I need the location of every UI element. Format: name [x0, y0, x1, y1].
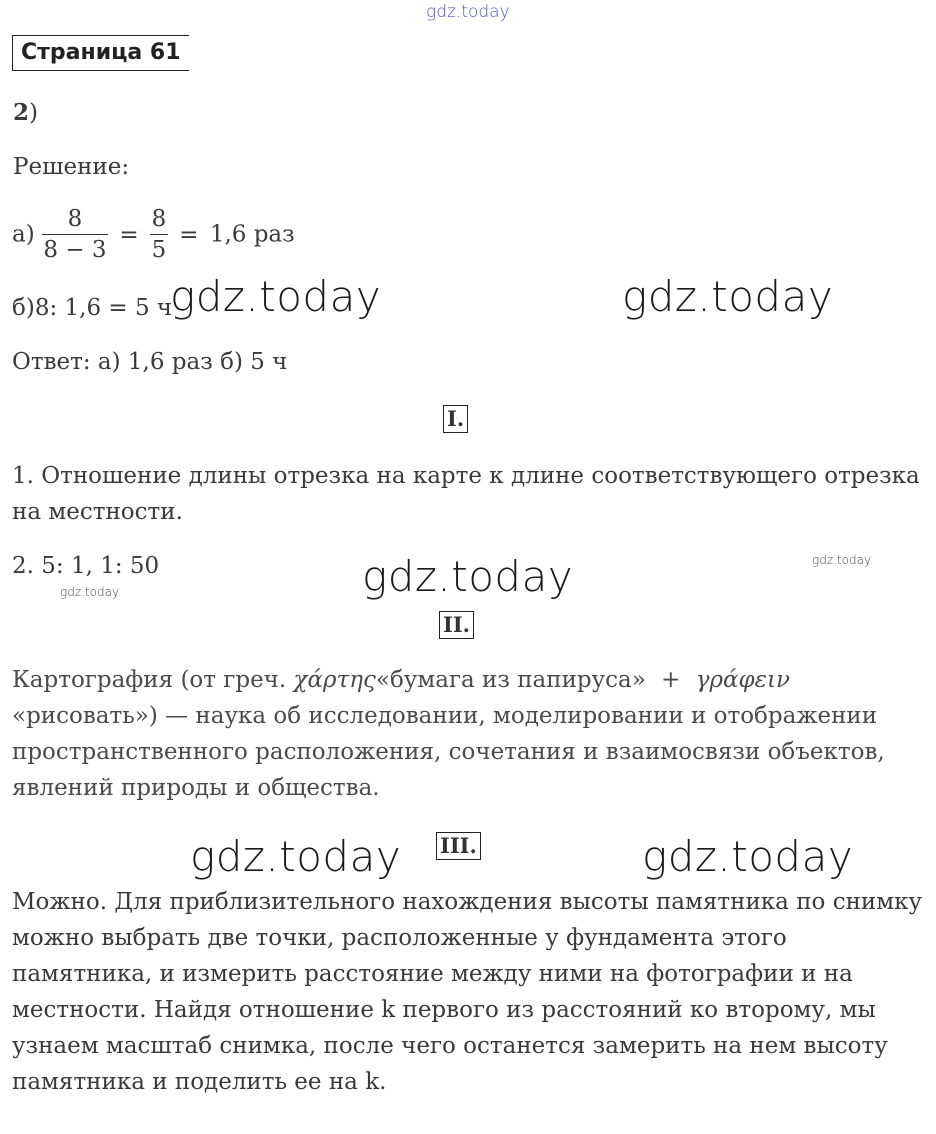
watermark-big-1: gdz.today — [170, 272, 382, 321]
watermark-small-1: gdz.today — [60, 585, 120, 599]
section-numeral-2: II. — [439, 611, 474, 639]
watermark-big-5: gdz.today — [642, 832, 854, 881]
watermark-big-3: gdz.today — [362, 552, 574, 601]
section-2-intro: Картография (от греч. — [12, 667, 287, 693]
watermark-top: gdz.today — [426, 2, 510, 22]
task-number-value: 2 — [13, 99, 30, 126]
fraction-2-numerator: 8 — [151, 206, 167, 232]
equals-1: = — [119, 221, 139, 248]
section-1-item-1: 1. Отношение длины отрезка на карте к длине соответствующего отрезка на местности. — [12, 463, 920, 525]
section-numeral-1: I. — [443, 405, 468, 433]
fraction-2-denominator: 5 — [151, 237, 167, 263]
section-2-rest: «рисовать») — наука об исследовании, моделировании и отображении пространственного расположения, сочетания и взаимосвязи объектов, явлений природы и общества. — [12, 703, 885, 801]
fraction-1-numerator: 8 — [67, 206, 83, 232]
greek-word-2: γράφειν — [695, 667, 790, 693]
section-1-item-2: 2. 5: 1, 1: 50 — [12, 553, 160, 579]
plus-sign: + — [661, 667, 681, 693]
section-numeral-3: III. — [436, 832, 481, 860]
fraction-2 — [150, 205, 168, 264]
equals-2: = — [179, 221, 199, 248]
part-b-formula: б)8: 1,6 = 5 ч — [12, 295, 173, 321]
answer-line: Ответ: а) 1,6 раз б) 5 ч — [12, 349, 288, 375]
watermark-big-4: gdz.today — [190, 832, 402, 881]
watermark-big-2: gdz.today — [622, 272, 834, 321]
part-a-result: 1,6 раз — [209, 221, 295, 248]
fraction-1 — [42, 205, 108, 264]
part-a-prefix: а) — [12, 221, 35, 248]
solution-label: Решение: — [13, 154, 130, 180]
fraction-1-denominator: 8 − 3 — [43, 237, 107, 263]
task-number — [13, 95, 38, 131]
part-a-formula — [12, 205, 295, 264]
task-number-paren: ) — [29, 100, 38, 126]
section-2-gloss-1: «бумага из папируса» — [375, 667, 646, 693]
greek-word-1: χάρτης — [293, 667, 376, 693]
section-2-paragraph — [12, 662, 922, 806]
page-title: Страница 61 — [12, 35, 189, 71]
watermark-small-2: gdz.today — [812, 553, 872, 567]
section-3-paragraph: Можно. Для приблизительного нахождения высоты памятника по снимку можно выбрать две точки, расположенные у фундамента этого памятника, и измерить расстояние между ними на фотографии и на местности. Найдя отношение k первого из расстояний ко второму, мы узнаем масштаб снимка, после чего останется замерить на нем высоту памятника и поделить ее на k. — [12, 889, 923, 1095]
